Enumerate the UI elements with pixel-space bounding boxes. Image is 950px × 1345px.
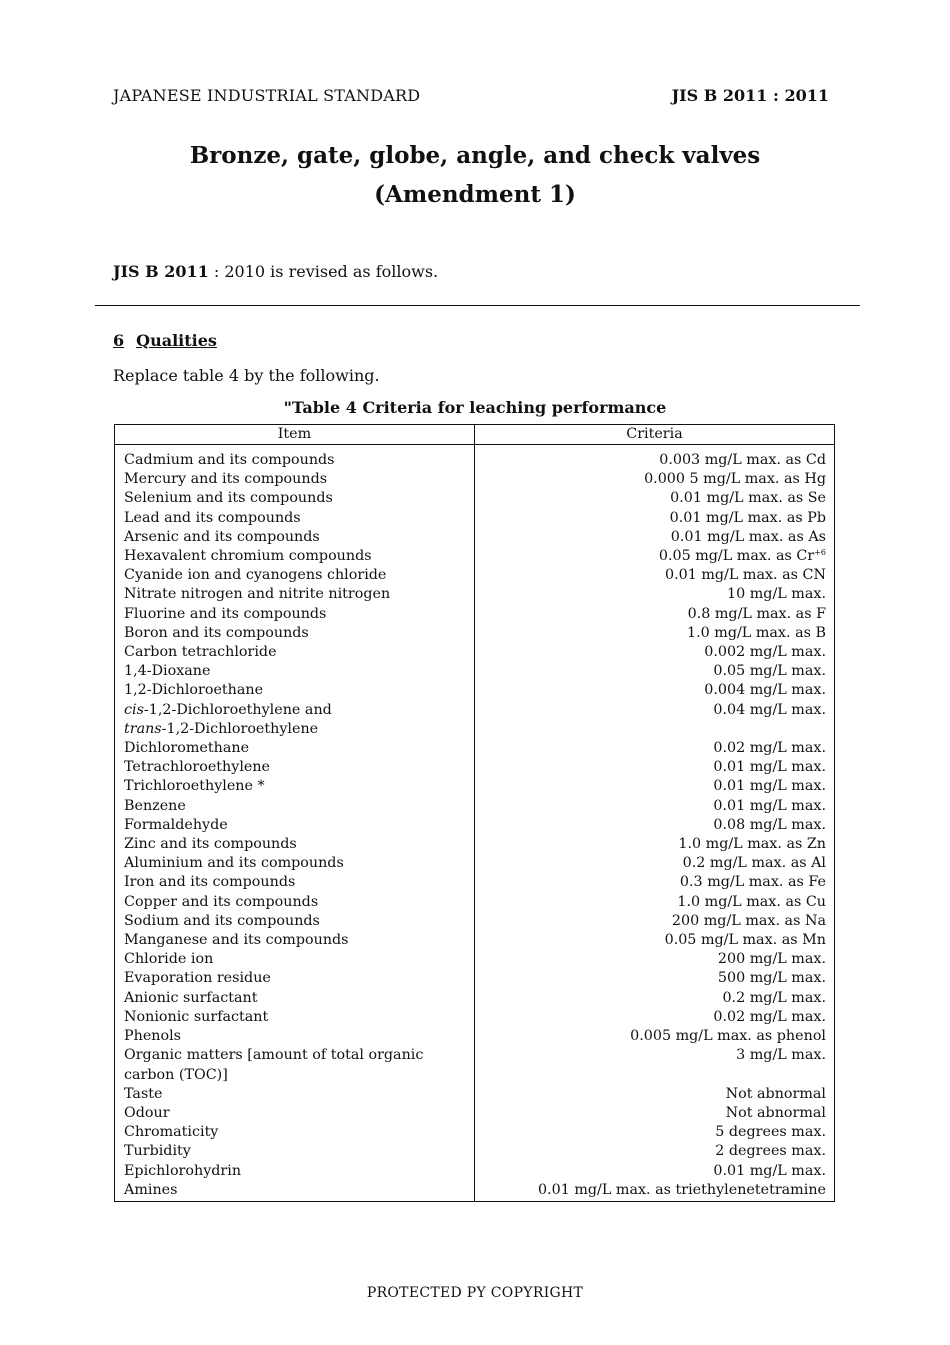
item-cell [115,989,475,1008]
item-cell [115,643,475,662]
table-row [115,797,835,816]
clause-heading [113,331,229,350]
table-row [115,739,835,758]
table-row [115,873,835,892]
criteria-text: 0.01 mg/L max. as Pb [669,509,826,526]
table-row [115,643,835,662]
criteria-cell [475,989,835,1008]
item-text: Formaldehyde [124,816,228,833]
item-text: Dichloromethane [124,740,250,757]
criteria-cell [475,969,835,988]
item-cell [115,816,475,835]
criteria-cell [475,585,835,604]
title-line-1: Bronze, gate, globe, angle, and check valves [189,142,761,169]
criteria-text: 0.8 mg/L max. as F [687,605,826,622]
item-text: Selenium and its compounds [124,490,333,507]
criteria-cell [475,1066,835,1085]
table-row [115,681,835,700]
criteria-cell [475,547,835,566]
criteria-text [821,721,826,737]
table-row [115,662,835,681]
item-cell [115,489,475,508]
table-row [115,624,835,643]
title-line-2: (Amendment 1) [374,181,576,208]
criteria-text: 3 mg/L max. [736,1047,826,1064]
item-cell [115,445,475,471]
criteria-text: 0.005 mg/L max. as phenol [630,1028,826,1045]
criteria-text: 10 mg/L max. [727,586,826,603]
criteria-text: 0.3 mg/L max. as Fe [679,874,826,891]
criteria-text: 1.0 mg/L max. as Cu [677,893,826,910]
criteria-cell [475,1008,835,1027]
criteria-cell [475,893,835,912]
criteria-cell [475,528,835,547]
item-cell [115,528,475,547]
criteria-cell [475,912,835,931]
criteria-cell [475,605,835,624]
table-body [115,445,835,1202]
item-italic-prefix: cis [124,701,144,718]
item-text: 1,4-Dioxane [124,663,211,680]
table-row [115,931,835,950]
item-cell [115,1104,475,1123]
item-cell [115,893,475,912]
item-cell [115,1181,475,1202]
item-text: Carbon tetrachloride [124,644,277,661]
item-text: 1,2-Dichloroethane [124,682,264,699]
criteria-text: 0.2 mg/L max. as Al [682,855,826,872]
document-title [0,136,950,214]
criteria-cell [475,835,835,854]
criteria-text: 0.01 mg/L max. as Se [670,490,826,507]
revision-standard-ref: JIS B 2011 [113,262,209,281]
item-cell [115,1123,475,1142]
item-text: Odour [124,1104,170,1121]
table-row [115,605,835,624]
table-header-row [115,425,835,445]
item-cell [115,605,475,624]
criteria-cell [475,662,835,681]
table-row [115,720,835,739]
item-text: Copper and its compounds [124,893,319,910]
criteria-cell [475,1104,835,1123]
criteria-text: 0.000 5 mg/L max. as Hg [644,471,826,488]
item-text: Evaporation residue [124,970,271,987]
item-cell [115,1027,475,1046]
revision-statement [113,262,438,281]
item-text: Trichloroethylene * [124,778,265,795]
item-text: Zinc and its compounds [124,836,297,853]
table-row [115,1123,835,1142]
criteria-superscript: +6 [814,548,826,558]
criteria-cell [475,643,835,662]
item-text: Sodium and its compounds [124,912,320,929]
criteria-cell [475,873,835,892]
horizontal-rule [95,305,860,306]
criteria-text: 0.01 mg/L max. [713,778,826,795]
criteria-cell [475,931,835,950]
item-cell [115,1085,475,1104]
item-cell [115,701,475,720]
criteria-text: 2 degrees max. [715,1143,826,1160]
item-cell [115,624,475,643]
criteria-table-container [114,424,835,1202]
item-cell [115,585,475,604]
table-row [115,585,835,604]
criteria-cell [475,854,835,873]
criteria-text: 1.0 mg/L max. as Zn [678,836,826,853]
standard-number: JIS B 2011 : 2011 [671,86,829,105]
item-cell [115,662,475,681]
item-cell [115,854,475,873]
item-text: -1,2-Dichloroethylene and [143,701,332,718]
item-text: Boron and its compounds [124,624,309,641]
table-row [115,912,835,931]
table-row [115,950,835,969]
item-cell [115,931,475,950]
criteria-cell [475,1181,835,1202]
item-cell [115,912,475,931]
item-text: Arsenic and its compounds [124,528,320,545]
criteria-text: Not abnormal [725,1104,826,1121]
criteria-text: 0.002 mg/L max. [704,644,826,661]
criteria-text: 0.05 mg/L max. as Mn [664,932,826,949]
item-text: Fluorine and its compounds [124,605,327,622]
item-cell [115,835,475,854]
item-text: Nitrate nitrogen and nitrite nitrogen [124,586,391,603]
item-text: Cadmium and its compounds [124,452,335,468]
item-text: carbon (TOC)] [124,1066,228,1083]
revision-text: : 2010 is revised as follows. [208,262,439,281]
criteria-text: 0.01 mg/L max. as As [670,528,826,545]
table-row [115,528,835,547]
criteria-text: 0.05 mg/L max. [713,663,826,680]
table-row [115,445,835,471]
criteria-text: 0.01 mg/L max. as CN [664,567,826,584]
table-row [115,470,835,489]
item-text: Manganese and its compounds [124,932,349,949]
item-cell [115,681,475,700]
table-row [115,854,835,873]
criteria-cell [475,681,835,700]
item-cell [115,969,475,988]
item-text: Epichlorohydrin [124,1162,242,1179]
table-row [115,1181,835,1202]
item-cell [115,758,475,777]
item-text: Organic matters [amount of total organic [124,1047,424,1064]
table-row [115,489,835,508]
item-cell [115,720,475,739]
criteria-cell [475,566,835,585]
item-text: Taste [124,1085,163,1102]
table-row [115,1066,835,1085]
item-text: Cyanide ion and cyanogens chloride [124,567,387,584]
criteria-cell [475,1046,835,1065]
criteria-cell [475,739,835,758]
table-row [115,1046,835,1065]
criteria-cell [475,950,835,969]
item-cell [115,1162,475,1181]
item-text: Aluminium and its compounds [124,855,344,872]
criteria-cell [475,1162,835,1181]
criteria-cell [475,758,835,777]
criteria-text: 500 mg/L max. [717,970,826,987]
item-cell [115,950,475,969]
table-row [115,969,835,988]
item-text: Amines [124,1181,178,1198]
item-text: Lead and its compounds [124,509,301,526]
criteria-text: 200 mg/L max. as Na [671,912,826,929]
criteria-cell [475,797,835,816]
criteria-cell [475,1027,835,1046]
criteria-text: 0.004 mg/L max. [704,682,826,699]
item-cell [115,509,475,528]
item-cell [115,739,475,758]
criteria-cell [475,816,835,835]
item-text: Chloride ion [124,951,214,968]
criteria-cell [475,1085,835,1104]
item-cell [115,873,475,892]
table-row [115,1008,835,1027]
criteria-text: 200 mg/L max. [717,951,826,968]
table-row [115,758,835,777]
table-row [115,547,835,566]
clause-number: 6 [113,331,125,350]
table-row [115,1027,835,1046]
item-cell [115,797,475,816]
criteria-table [114,424,835,1202]
criteria-text: 0.01 mg/L max. [713,797,826,814]
table-row [115,701,835,720]
table-row [115,1104,835,1123]
criteria-cell [475,1123,835,1142]
item-cell [115,1008,475,1027]
criteria-text: 0.003 mg/L max. as Cd [659,452,826,468]
item-cell [115,1046,475,1065]
table-row [115,1162,835,1181]
item-text: Chromaticity [124,1124,219,1141]
criteria-text: 0.01 mg/L max. as triethylenetetramine [537,1181,826,1198]
item-cell [115,1142,475,1161]
running-header-left: JAPANESE INDUSTRIAL STANDARD [113,86,421,105]
criteria-cell [475,509,835,528]
criteria-text [821,1067,826,1083]
item-text: Phenols [124,1028,182,1045]
criteria-cell [475,701,835,720]
criteria-text: 0.02 mg/L max. [713,740,826,757]
criteria-cell [475,489,835,508]
item-text: Benzene [124,797,186,814]
table-row [115,816,835,835]
criteria-text: 0.02 mg/L max. [713,1008,826,1025]
item-text: Hexavalent chromium compounds [124,548,372,565]
table-row [115,989,835,1008]
item-cell [115,777,475,796]
criteria-cell [475,720,835,739]
criteria-text: 0.08 mg/L max. [713,816,826,833]
item-cell [115,547,475,566]
table-row [115,566,835,585]
table-row [115,893,835,912]
criteria-cell [475,777,835,796]
criteria-cell [475,470,835,489]
item-cell [115,566,475,585]
criteria-cell [475,1142,835,1161]
table-caption: "Table 4 Criteria for leaching performance [283,398,667,417]
table-row [115,1142,835,1161]
criteria-text: Not abnormal [725,1085,826,1102]
table-row [115,777,835,796]
item-text: Nonionic surfactant [124,1008,269,1025]
item-text: Anionic surfactant [124,989,258,1006]
item-cell [115,1066,475,1085]
item-italic-prefix: trans [124,720,162,737]
column-header-criteria: Criteria [475,425,835,445]
item-text: Turbidity [124,1143,191,1160]
copyright-footer: PROTECTED PY COPYRIGHT [366,1285,584,1301]
table-row [115,1085,835,1104]
criteria-text: 5 degrees max. [715,1124,826,1141]
criteria-text: 0.05 mg/L max. as Cr [658,548,815,565]
criteria-text: 1.0 mg/L max. as B [687,624,826,641]
criteria-text: 0.04 mg/L max. [713,701,826,718]
instruction-text: Replace table 4 by the following. [113,366,380,385]
item-text: -1,2-Dichloroethylene [161,720,319,737]
criteria-cell [475,445,835,471]
column-header-item: Item [115,425,475,445]
item-text: Mercury and its compounds [124,471,328,488]
clause-title: Qualities [136,331,217,350]
item-text: Iron and its compounds [124,874,296,891]
table-row [115,835,835,854]
criteria-text: 0.2 mg/L max. [722,989,826,1006]
item-text: Tetrachloroethylene [124,759,271,776]
criteria-text: 0.01 mg/L max. [713,759,826,776]
criteria-text: 0.01 mg/L max. [713,1162,826,1179]
criteria-cell [475,624,835,643]
item-cell [115,470,475,489]
table-row [115,509,835,528]
